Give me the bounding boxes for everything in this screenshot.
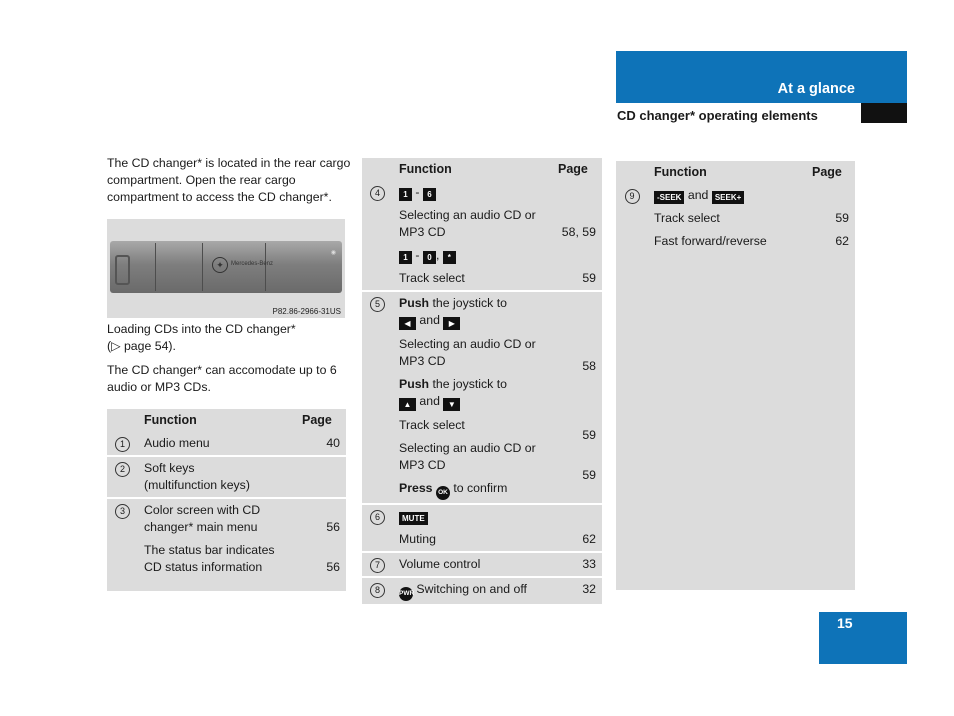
table-header-function: Function — [393, 158, 552, 181]
arrow-left-icon: ◀ — [399, 317, 416, 330]
table-row — [107, 456, 346, 498]
item-number: 7 — [370, 558, 385, 573]
device-seam — [202, 243, 203, 291]
item-number: 4 — [370, 186, 385, 201]
device-seam — [155, 243, 156, 291]
arrow-right-icon: ▶ — [443, 317, 460, 330]
function-label: Track select — [399, 271, 465, 285]
item-number: 5 — [370, 297, 385, 312]
cd-changer-device — [110, 241, 342, 293]
page-ref[interactable]: 62 — [835, 234, 849, 248]
item-number: 1 — [115, 437, 130, 452]
loading-line: Loading CDs into the CD changer* — [107, 322, 296, 336]
page-ref[interactable]: 59 — [835, 211, 849, 225]
table-header-function: Function — [138, 409, 296, 432]
table-row — [362, 577, 602, 604]
table-header-page: Page — [296, 409, 346, 432]
eject-slot-icon — [115, 255, 130, 285]
page-subtitle: CD changer* operating elements — [617, 108, 818, 123]
page-ref[interactable]: 32 — [552, 577, 602, 604]
function-table-2 — [362, 158, 602, 604]
page-ref[interactable]: 59 — [582, 468, 596, 482]
table-row — [362, 552, 602, 577]
table-row: 4 1 - 6 Selecting an audio CD or MP3 CD 1 - 0 , * Track select 58, 59 59 — [362, 181, 602, 291]
function-label: Selecting an audio CD or MP3 CD — [399, 441, 536, 472]
page-ref[interactable]: 59 — [582, 271, 596, 285]
table-header-blank — [362, 158, 393, 181]
header-bar — [616, 51, 907, 103]
table-row — [616, 184, 855, 590]
item-number: 6 — [370, 510, 385, 525]
function-label: Track select — [399, 418, 465, 432]
function-table-3 — [616, 161, 855, 590]
table-row — [362, 291, 602, 504]
key-1-icon: 1 — [399, 251, 412, 264]
subtitle-marker — [861, 103, 907, 123]
table-header-blank — [616, 161, 648, 184]
arrow-up-icon: ▲ — [399, 398, 416, 411]
page-ref[interactable]: 56 — [326, 520, 340, 534]
function-label: Soft keys — [144, 461, 195, 475]
table-header-page: Page — [552, 158, 602, 181]
function-table-1 — [107, 409, 346, 591]
push-label: Push — [399, 377, 430, 391]
key-star-icon: * — [443, 251, 456, 264]
arrow-down-icon: ▼ — [443, 398, 460, 411]
page-ref[interactable]: 62 — [582, 532, 596, 546]
device-seam — [265, 243, 266, 291]
instruction-text: the joystick to — [429, 377, 507, 391]
ok-button-icon: OK — [436, 486, 450, 500]
table-row — [107, 432, 346, 456]
page-ref[interactable]: 40 — [296, 432, 346, 456]
section-title: At a glance — [777, 81, 855, 97]
seek-plus-key-icon: SEEK+ — [712, 191, 744, 204]
page-ref[interactable]: 56 — [326, 560, 340, 574]
brand-star-icon: ✦ — [212, 257, 228, 273]
capacity-note: The CD changer* can accomodate up to 6 audio or MP3 CDs. — [107, 363, 337, 394]
function-label: Color screen with CD changer* main menu — [144, 503, 261, 534]
table-header-function: Function — [648, 161, 806, 184]
page-reference-link[interactable]: (▷ page 54). — [107, 339, 176, 353]
range-dash: - — [415, 185, 420, 199]
function-label: Track select — [654, 211, 720, 225]
power-button-icon: PWR — [399, 587, 413, 601]
table-row — [107, 498, 346, 591]
page-ref[interactable]: 58 — [582, 359, 596, 373]
push-label: Push — [399, 296, 430, 310]
function-label: Switching on and off — [416, 582, 527, 596]
loading-note — [107, 321, 352, 355]
key-6-mno-icon: 6 — [423, 188, 436, 201]
item-number: 2 — [115, 462, 130, 477]
seek-minus-key-icon: -SEEK — [654, 191, 684, 204]
function-label: Muting — [399, 532, 436, 546]
page-ref[interactable]: 58, 59 — [561, 225, 596, 239]
device-brand: Mercedes-Benz — [231, 261, 274, 267]
press-label: Press — [399, 481, 433, 495]
intro-text: The CD changer* is located in the rear cargo compartment. Open the rear cargo compartment to access the CD changer*. — [107, 156, 351, 204]
table-row — [362, 504, 602, 552]
table-header-blank — [107, 409, 138, 432]
page-ref[interactable]: 33 — [552, 552, 602, 577]
function-label: Fast forward/reverse — [654, 234, 767, 248]
function-label: Selecting an audio CD or MP3 CD — [399, 337, 536, 368]
range-dash: - — [415, 248, 420, 262]
item-number: 8 — [370, 583, 385, 598]
function-label: The status bar indicates CD status information — [144, 543, 275, 574]
conjunction: and — [419, 394, 440, 408]
key-0-icon: 0 — [423, 251, 436, 264]
key-1-icon: 1 — [399, 188, 412, 201]
table-header-page: Page — [806, 161, 855, 184]
page-ref[interactable]: 59 — [582, 428, 596, 442]
item-number: 3 — [115, 504, 130, 519]
photo-code: P82.86-2966-31US — [272, 307, 341, 316]
conjunction: and — [687, 188, 709, 202]
instruction-text: the joystick to — [429, 296, 507, 310]
page-number: 15 — [837, 615, 853, 631]
function-label: Selecting an audio CD or MP3 CD — [399, 208, 536, 239]
cd-logo-icon: ◉ — [330, 250, 336, 256]
cd-changer-photo — [107, 219, 345, 318]
instruction-text: to confirm — [449, 481, 508, 495]
function-label: Audio menu — [138, 432, 296, 456]
item-number: 9 — [625, 189, 640, 204]
conjunction: and — [419, 313, 440, 327]
function-label: (multifunction keys) — [144, 478, 250, 492]
function-label: Volume control — [393, 552, 552, 577]
page-number-box — [819, 612, 907, 664]
mute-key-icon: MUTE — [399, 512, 428, 525]
